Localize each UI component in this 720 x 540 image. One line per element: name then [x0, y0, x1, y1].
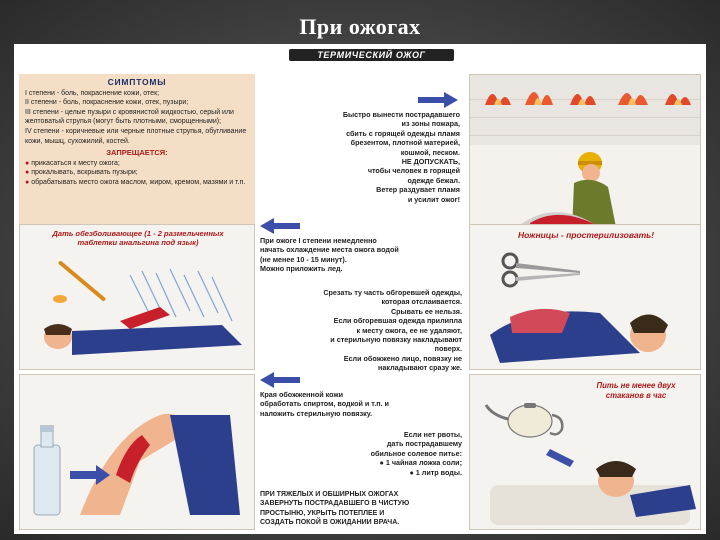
instruction-line: обильное солевое питье: [370, 448, 462, 458]
vomit-instructions [334, 430, 462, 477]
instruction-line [334, 458, 462, 467]
forbidden-item [25, 168, 249, 178]
poster [14, 44, 706, 534]
severe-instructions [260, 490, 464, 528]
victim-icon [490, 309, 668, 363]
bullet-icon: ● [379, 458, 386, 468]
instruction-line: начать охлаждение места ожога водой [260, 245, 399, 255]
analgin-panel [19, 224, 255, 370]
instruction-line: НЕ ДОПУСКАТЬ, [401, 157, 460, 167]
forbidden-item-text: обрабатывать место ожога маслом, жиром, кремом, мазями и т.п. [31, 178, 246, 186]
scissors-panel [469, 224, 701, 370]
instruction-line: Если нет рвоты, [403, 430, 462, 439]
instruction-line: чтобы человек в горящей [367, 166, 460, 176]
instruction-line: Ветер раздувает пламя [376, 185, 460, 195]
scissors-caption: Ножницы - простерилизовать! [517, 230, 655, 240]
victim-icon [490, 461, 696, 525]
victim-icon [44, 307, 242, 355]
instruction-line: и стерильную повязку накладывают [330, 335, 462, 345]
instruction-line: которая отслаивается. [381, 297, 462, 307]
symptom-line: III степени - целые пузыри с кровянистой жидкостью, серый или желтоватый струпья (могут быть плотными, сморщенными); [25, 108, 234, 126]
bullet-icon: ● [409, 467, 416, 477]
instruction-line: ЗАВЕРНУТЬ ПОСТРАДАВШЕГО В ЧИСТУЮ [260, 500, 410, 508]
bullet-icon: ● [25, 159, 32, 167]
leg-panel [19, 374, 255, 530]
poster-title: ТЕРМИЧЕСКИЙ ОЖОГ [289, 49, 454, 61]
cooling-instructions [260, 236, 470, 274]
instruction-line: Края обожженной кожи [260, 390, 343, 399]
instruction-line: Срывать ее нельзя. [390, 306, 462, 316]
symptom-line: II степени - боль, покраснение кожи, отек, пузыри; [25, 99, 189, 107]
arrow-left-icon [260, 372, 300, 388]
cutting-instructions [260, 288, 462, 373]
leg-illustration [20, 375, 255, 530]
bullet-icon: ● [25, 178, 32, 186]
edges-instructions [260, 390, 466, 418]
instruction-line: из зоны пожара, [401, 119, 460, 129]
instruction-line: Срезать ту часть обгоревшей одежды, [323, 288, 462, 297]
scissors-icon [503, 254, 580, 286]
instruction-line: накладывают сразу же. [378, 363, 462, 373]
instruction-text: 1 чайная ложка соли; [385, 458, 462, 468]
instruction-line: и усилит ожог! [407, 194, 460, 204]
instruction-line: обработать спиртом, водкой и т.п. и [260, 399, 389, 409]
instruction-line [334, 468, 462, 477]
instruction-line: СОЗДАТЬ ПОКОЙ В ОЖИДАНИИ ВРАЧА. [260, 519, 400, 527]
spoon-icon [53, 260, 106, 303]
instruction-line: Можно приложить лед. [260, 264, 343, 274]
symptom-line: IV степени - коричневые или черные плотные струпья, обугливание кожи, мышц, сухожилий, костей. [25, 127, 247, 145]
bullet-icon: ● [25, 169, 32, 177]
instruction-line: Быстро вынести пострадавшего [342, 110, 460, 119]
teapot-icon [486, 403, 562, 437]
forbidden-heading: ЗАПРЕЩАЕТСЯ: [106, 148, 168, 158]
forbidden-item-text: прокалывать, вскрывать пузыри; [31, 169, 138, 177]
forbidden-item-text: прикасаться к месту ожога; [31, 159, 120, 167]
instruction-line: Если обгоревшая одежда прилипла [333, 316, 462, 326]
instruction-line: сбить с горящей одежды пламя [346, 128, 460, 138]
instruction-line: дать пострадавшему [386, 439, 462, 449]
instruction-line: брезентом, плотной материей, [350, 138, 460, 148]
instruction-line: одежде бежал. [407, 175, 460, 185]
symptoms-heading: СИМПТОМЫ [107, 77, 167, 87]
analgin-caption: Дать обезболивающее (1 - 2 размельченных таблетки анальгина под язык) [52, 229, 224, 247]
arrow-left-icon [260, 218, 300, 234]
forbidden-item [25, 159, 249, 169]
leg-icon [80, 414, 240, 515]
instruction-line: При ожоге I степени немедленно [260, 236, 377, 245]
instruction-line: (не менее 10 - 15 минут). [260, 254, 347, 264]
arrow-right-icon [418, 92, 458, 108]
arrow-right-icon [546, 449, 574, 467]
instruction-line: Если обожжено лицо, повязку не [343, 353, 462, 363]
instruction-line: ПРОСТЫНЮ, УКРЫТЬ ПОТЕПЛЕЕ И [260, 509, 385, 517]
instruction-line: наложить стерильную повязку. [260, 408, 373, 418]
forbidden-item [25, 178, 249, 188]
instruction-line: к месту ожога, ее не удаляют, [356, 325, 462, 335]
instruction-line: кошмой, песком. [400, 147, 460, 157]
scissors-illustration [470, 225, 701, 370]
bottle-icon [34, 425, 60, 515]
slide-title: При ожогах [299, 14, 421, 39]
instruction-line: поверх. [434, 344, 462, 354]
teapot-panel [469, 374, 701, 530]
symptom-line: I степени - боль, покраснение кожи, отек; [25, 89, 160, 97]
fire-instructions [264, 110, 460, 204]
drink-caption: Пить не менее двух стаканов в час [596, 381, 676, 400]
instruction-line: ПРИ ТЯЖЕЛЫХ И ОБШИРНЫХ ОЖОГАХ [260, 491, 399, 498]
instruction-text: 1 литр воды. [415, 467, 462, 477]
